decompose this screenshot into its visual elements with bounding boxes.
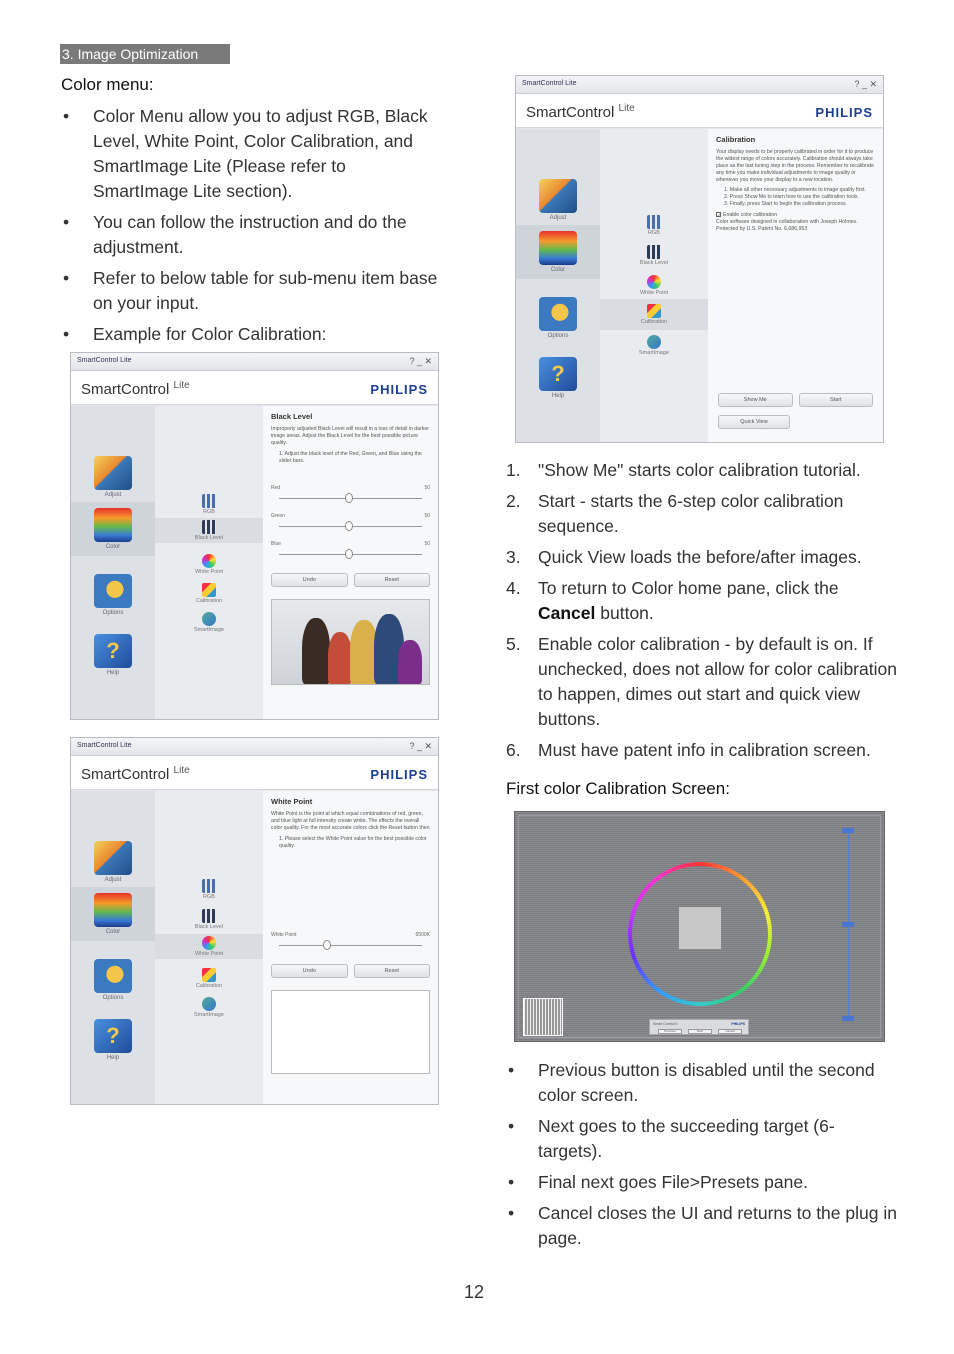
- sub-smartimage[interactable]: SmartImage: [155, 612, 263, 633]
- window-title: SmartControl Lite: [77, 357, 132, 364]
- window-title: SmartControl Lite: [522, 80, 577, 87]
- nav-help[interactable]: ? Help: [524, 357, 592, 399]
- brand: [81, 380, 190, 398]
- black-level-icon: [647, 245, 661, 259]
- list-item: 3. Quick View loads the before/after images.: [506, 547, 862, 567]
- quick-view-button[interactable]: Quick View: [718, 415, 790, 429]
- nav-options[interactable]: Options: [79, 574, 147, 616]
- list-item: 4. To return to Color home pane, click the Cancel button.: [506, 578, 839, 623]
- black-level-screenshot: [70, 352, 439, 720]
- color-icon: [94, 893, 132, 927]
- window-titlebar: [516, 76, 883, 94]
- toolbar-title: Smart Control II: [653, 1022, 678, 1026]
- adjust-icon: [94, 841, 132, 875]
- list-item: • Color Menu allow you to adjust RGB, Black Level, White Point, Color Calibration, and SmartImage Lite (Please refer to SmartImage Lite section).: [61, 104, 446, 204]
- pane-text: Your display needs to be properly calibrated in order for it to produce the widest range of colors accurately. Calibration should always take place as the last tuning step in the process. Remember to recalibrate any time you make individual adjustments to image quality or whenever you move your display to a new location.: [716, 149, 875, 183]
- pane-step: 1. Adjust the black level of the Red, Green, and Blue using the slider bars.: [279, 451, 422, 464]
- philips-logo: PHILIPS: [370, 767, 428, 782]
- list-item: • Next goes to the succeeding target (6-targets).: [506, 1114, 898, 1164]
- family-photo: [271, 599, 430, 685]
- sub-rgb[interactable]: RGB: [600, 215, 708, 236]
- nav-options[interactable]: Options: [524, 297, 592, 339]
- smartimage-icon: [647, 335, 661, 349]
- window-controls-icon[interactable]: ? _ ✕: [854, 79, 877, 89]
- preview-box: [271, 990, 430, 1074]
- gray-target: [679, 907, 721, 949]
- sub-white-point[interactable]: White Point: [155, 554, 263, 575]
- list-item: • Cancel closes the UI and returns to the plug in page.: [506, 1201, 898, 1251]
- help-icon: ?: [94, 1019, 132, 1053]
- pane-step: 2. Press Show Me to learn how to use the calibration tools.: [724, 194, 859, 200]
- slider-marker[interactable]: [842, 828, 854, 833]
- thumbnail: [523, 998, 563, 1036]
- help-icon: ?: [539, 357, 577, 391]
- black-level-icon: [202, 520, 216, 534]
- nav-adjust[interactable]: Adjust: [524, 179, 592, 221]
- sub-rgb[interactable]: RGB: [155, 494, 263, 515]
- window-header: [516, 94, 883, 128]
- calibration-icon: [202, 583, 216, 597]
- rgb-icon: [202, 494, 216, 508]
- content-pane: [708, 129, 883, 442]
- list-item: • Example for Color Calibration:: [61, 322, 446, 347]
- list-item: • Refer to below table for sub-menu item base on your input.: [61, 266, 446, 316]
- enable-calibration-checkbox[interactable]: ✓ Enable color calibration: [717, 212, 777, 220]
- content-pane: [263, 406, 438, 719]
- brand-sup: Lite: [618, 103, 635, 114]
- calibration-toolbar: [649, 1019, 749, 1035]
- sub-white-point[interactable]: White Point: [155, 934, 263, 959]
- nav-help[interactable]: ? Help: [79, 1019, 147, 1061]
- list-item: • Previous button is disabled until the second color screen.: [506, 1058, 898, 1108]
- adjust-icon: [539, 179, 577, 213]
- undo-button[interactable]: Undo: [271, 573, 348, 587]
- slider-knob[interactable]: [345, 493, 353, 503]
- content-pane: [263, 791, 438, 1104]
- rgb-icon: [202, 879, 216, 893]
- color-menu-bullets: [61, 104, 446, 353]
- window-header: [71, 756, 438, 790]
- main-nav: [71, 406, 155, 719]
- options-icon: [94, 959, 132, 993]
- pane-title: Calibration: [716, 135, 756, 144]
- list-item: 2. Start - starts the 6-step color calibration sequence.: [506, 491, 844, 536]
- patent-info: Protected by U.S. Patent No. 6,686,953: [716, 226, 808, 232]
- reset-button[interactable]: Reset: [354, 573, 431, 587]
- sub-smartimage[interactable]: SmartImage: [600, 335, 708, 356]
- options-icon: [94, 574, 132, 608]
- pane-title: Black Level: [271, 412, 313, 421]
- slider-knob[interactable]: [345, 521, 353, 531]
- section-tab: 3. Image Optimization: [60, 44, 230, 64]
- calibration-screen-bullets: [506, 1058, 898, 1257]
- white-point-icon: [202, 936, 216, 950]
- white-point-icon: [647, 275, 661, 289]
- brand-name: SmartControl: [81, 381, 170, 398]
- adjust-icon: [94, 456, 132, 490]
- slider-green[interactable]: Green 50: [271, 513, 430, 541]
- checkbox-icon[interactable]: ✓: [717, 213, 722, 220]
- smartimage-icon: [202, 997, 216, 1011]
- nav-color[interactable]: Color: [71, 887, 155, 941]
- calibration-steps-list: [506, 458, 898, 769]
- page-number: 12: [464, 1282, 485, 1302]
- sub-rgb[interactable]: RGB: [155, 879, 263, 900]
- philips-logo: PHILIPS: [815, 105, 873, 120]
- color-icon: [94, 508, 132, 542]
- list-item: • Final next goes File>Presets pane.: [506, 1170, 898, 1195]
- brand-name: SmartControl: [526, 104, 615, 121]
- sub-nav: [155, 791, 263, 1104]
- nav-color[interactable]: Color: [71, 502, 155, 556]
- main-nav: [71, 791, 155, 1104]
- calibration-note: Color software designed in collaboration with Joseph Holmes.: [716, 219, 858, 225]
- list-item: 6. Must have patent info in calibration screen.: [506, 740, 871, 760]
- sub-black-level[interactable]: Black Level: [600, 245, 708, 266]
- color-menu-heading: Color menu:: [61, 75, 154, 94]
- slider-knob[interactable]: [323, 940, 331, 950]
- sub-calibration[interactable]: Calibration: [155, 583, 263, 604]
- list-item: • You can follow the instruction and do the adjustment.: [61, 210, 446, 260]
- smartimage-icon: [202, 612, 216, 626]
- calibration-icon: [647, 304, 661, 318]
- brand-sup: Lite: [173, 765, 190, 776]
- brand-sup: Lite: [173, 380, 190, 391]
- pane-step: 1. Please select the White Point value for the best possible color quality.: [279, 836, 427, 849]
- sub-nav: [155, 406, 263, 719]
- window-controls-icon[interactable]: ? _ ✕: [409, 356, 432, 366]
- show-me-button[interactable]: Show Me: [718, 393, 793, 407]
- calibration-screenshot: [515, 75, 884, 443]
- white-point-screenshot: [70, 737, 439, 1105]
- pane-step: 3. Finally, press Start to begin the calibration process.: [724, 201, 848, 207]
- first-screen-heading: First color Calibration Screen:: [506, 779, 730, 798]
- sub-black-level[interactable]: Black Level: [155, 909, 263, 930]
- window-controls-icon[interactable]: ? _ ✕: [409, 741, 432, 751]
- main-nav: [516, 129, 600, 442]
- sub-calibration[interactable]: Calibration: [600, 299, 708, 330]
- nav-adjust[interactable]: Adjust: [79, 456, 147, 498]
- slider-knob[interactable]: [345, 549, 353, 559]
- previous-button[interactable]: Previous: [658, 1029, 682, 1034]
- window-header: [71, 371, 438, 405]
- slider-red[interactable]: Red 50: [271, 485, 430, 513]
- sub-black-level[interactable]: Black Level: [155, 518, 263, 543]
- nav-adjust[interactable]: Adjust: [79, 841, 147, 883]
- philips-logo: PHILIPS: [370, 382, 428, 397]
- rgb-icon: [647, 215, 661, 229]
- first-calibration-screen: [514, 811, 885, 1042]
- cancel-button[interactable]: Cancel: [718, 1029, 742, 1034]
- black-level-icon: [202, 909, 216, 923]
- options-icon: [539, 297, 577, 331]
- nav-color[interactable]: Color: [516, 225, 600, 279]
- color-icon: [539, 231, 577, 265]
- window-titlebar: [71, 353, 438, 371]
- sub-nav: [600, 129, 708, 442]
- nav-help[interactable]: ? Help: [79, 634, 147, 676]
- reset-button[interactable]: Reset: [354, 964, 431, 978]
- pane-title: White Point: [271, 797, 313, 806]
- slider-blue[interactable]: Blue 50: [271, 541, 430, 569]
- pane-step: 1. Make all other necessary adjustments to image quality first.: [724, 187, 866, 193]
- list-item: 5. Enable color calibration - by default is on. If unchecked, does not allow for color calibration to happen, dimes out start and quick view buttons.: [506, 634, 897, 729]
- brand: [526, 103, 635, 121]
- slider-white-point[interactable]: White Point 6500K: [271, 932, 430, 960]
- help-icon: ?: [94, 634, 132, 668]
- brand-name: SmartControl: [81, 766, 170, 783]
- sub-calibration[interactable]: Calibration: [155, 968, 263, 989]
- pane-text: White Point is the point at which equal combinations of red, green, and blue light at full intensity create white. The effects the overall color quality. For the most accurate colors click the Reset button then: [271, 811, 430, 831]
- undo-button[interactable]: Undo: [271, 964, 348, 978]
- toolbar-logo: PHILIPS: [731, 1022, 745, 1026]
- sub-smartimage[interactable]: SmartImage: [155, 997, 263, 1018]
- pane-text: Improperly adjusted Black Level will result in a loss of detail in darker image areas. Adjust the Black Level for the best possible picture quality.: [271, 426, 430, 446]
- window-titlebar: [71, 738, 438, 756]
- nav-options[interactable]: Options: [79, 959, 147, 1001]
- window-title: SmartControl Lite: [77, 742, 132, 749]
- slider-marker[interactable]: [842, 922, 854, 927]
- list-item: 1. "Show Me" starts color calibration tutorial.: [506, 460, 861, 480]
- calibration-icon: [202, 968, 216, 982]
- brand: [81, 765, 190, 783]
- next-button[interactable]: Next: [688, 1029, 712, 1034]
- start-button[interactable]: Start: [799, 393, 874, 407]
- slider-marker[interactable]: [842, 1016, 854, 1021]
- white-point-icon: [202, 554, 216, 568]
- sub-white-point[interactable]: White Point: [600, 275, 708, 296]
